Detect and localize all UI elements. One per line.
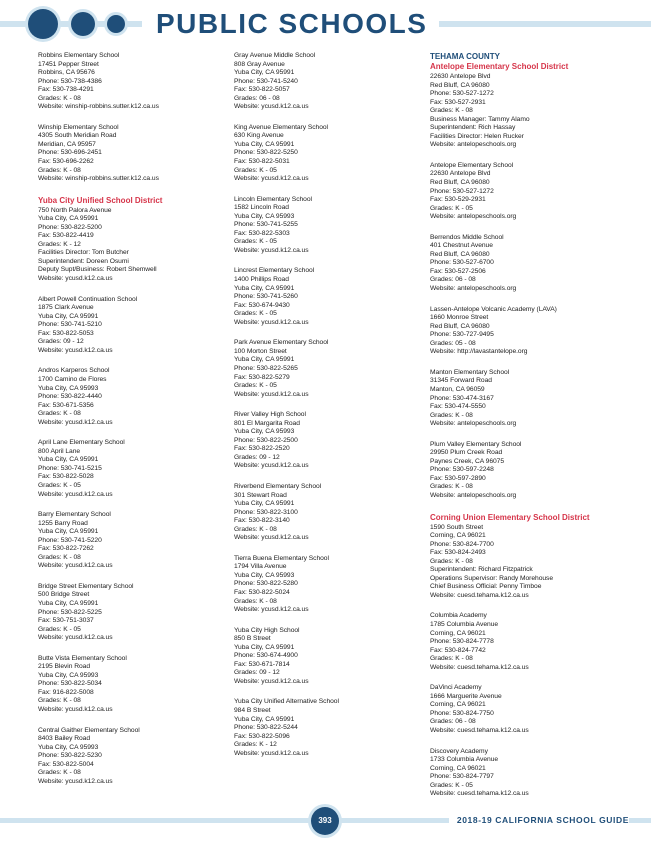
school-grades: Grades: 06 - 08 <box>430 718 476 726</box>
school-grades: Grades: K - 08 <box>234 525 277 533</box>
school-name: Lincrest Elementary School <box>234 267 315 275</box>
school-fax: Fax: 530-597-2890 <box>430 474 486 482</box>
school-address: 984 B Street <box>234 707 271 714</box>
district-fax: Fax: 530-824-2493 <box>430 549 486 557</box>
school-address: 1875 Clark Avenue <box>38 304 94 312</box>
header-dot-large <box>28 9 58 39</box>
school-website: Website: ycusd.k12.ca.us <box>38 634 113 642</box>
school-fax: Fax: 530-822-5031 <box>234 158 290 166</box>
district-grades: Grades: K - 12 <box>38 240 81 248</box>
district-website: Website: cuesd.tehama.k12.ca.us <box>430 591 529 599</box>
school-address: 1666 Marguerite Avenue <box>430 692 502 700</box>
district-address: 1590 South Street <box>430 523 484 531</box>
school-grades: Grades: K - 05 <box>234 238 277 246</box>
school-website: Website: ycusd.k12.ca.us <box>234 606 309 614</box>
district-address: 750 North Palora Avenue <box>38 206 112 214</box>
school-phone: Phone: 530-696-2451 <box>38 149 102 157</box>
school-city: Yuba City, CA 95993 <box>38 743 99 751</box>
school-address: 2195 Blevin Road <box>38 663 90 671</box>
school-address: 850 B Street <box>234 635 271 643</box>
school-phone: Phone: 530-727-9495 <box>430 331 494 339</box>
school-city: Yuba City, CA 95991 <box>234 500 295 508</box>
district-phone: Phone: 530-527-1272 <box>430 90 494 98</box>
page-number: 393 <box>311 807 339 835</box>
school-website: Website: ycusd.k12.ca.us <box>234 462 309 470</box>
school-entry <box>38 727 223 787</box>
school-phone: Phone: 530-741-5215 <box>38 464 102 472</box>
school-city: Red Bluff, CA 96080 <box>430 179 490 187</box>
school-grades: Grades: K - 05 <box>234 166 277 174</box>
school-address: 808 Gray Avenue <box>234 60 285 68</box>
district-phone: Phone: 530-822-5200 <box>38 223 102 231</box>
school-city: Yuba City, CA 95991 <box>38 456 99 464</box>
school-grades: Grades: K - 05 <box>38 625 81 633</box>
school-city: Corning, CA 96021 <box>430 764 486 772</box>
district-grades: Grades: K - 08 <box>430 557 473 565</box>
school-website: Website: winship-robbins.sutter.k12.ca.us <box>38 103 159 111</box>
school-website: Website: cuesd.tehama.k12.ca.us <box>430 790 529 798</box>
school-fax: Fax: 530-822-5053 <box>38 329 94 337</box>
school-entry <box>234 267 419 327</box>
school-website: Website: http://lavastantelope.org <box>430 348 528 356</box>
school-city: Yuba City, CA 95991 <box>38 312 99 320</box>
school-city: Paynes Creek, CA 96075 <box>430 457 504 465</box>
district-city: Corning, CA 96021 <box>430 532 486 540</box>
school-fax: Fax: 530-671-5356 <box>38 401 94 409</box>
school-phone: Phone: 530-822-5225 <box>38 608 102 616</box>
school-entry <box>430 369 615 429</box>
school-entry <box>38 583 223 643</box>
school-fax: Fax: 530-671-7814 <box>234 660 290 668</box>
school-fax: Fax: 530-674-9430 <box>234 301 290 309</box>
school-website: Website: ycusd.k12.ca.us <box>38 490 113 498</box>
school-name: DaVinci Academy <box>430 684 482 692</box>
school-name: Central Gaither Elementary School <box>38 726 140 734</box>
school-address: 401 Chestnut Avenue <box>430 242 493 250</box>
school-entry <box>430 162 615 222</box>
school-grades: Grades: K - 12 <box>234 741 277 749</box>
school-grades: Grades: K - 08 <box>234 597 277 605</box>
school-name: Andros Karperos School <box>38 367 110 375</box>
school-fax: Fax: 530-822-5028 <box>38 473 94 481</box>
school-grades: Grades: K - 08 <box>430 655 473 663</box>
school-fax: Fax: 530-822-5279 <box>234 373 290 381</box>
school-address: 29950 Plum Creek Road <box>430 449 503 457</box>
school-phone: Phone: 530-822-5244 <box>234 724 298 732</box>
school-grades: Grades: 05 - 08 <box>430 339 476 347</box>
school-address: 1785 Columbia Avenue <box>430 620 499 628</box>
school-name: Albert Powell Continuation School <box>38 295 138 303</box>
school-fax: Fax: 530-822-5096 <box>234 732 290 740</box>
page-title: PUBLIC SCHOOLS <box>142 7 439 41</box>
school-city: Yuba City, CA 95991 <box>234 140 295 148</box>
header-dot-medium <box>71 12 95 36</box>
district-name: Antelope Elementary School District <box>430 62 569 71</box>
school-city: Yuba City, CA 95993 <box>38 671 99 679</box>
school-phone: Phone: 530-527-6700 <box>430 259 494 267</box>
school-entry <box>430 234 615 294</box>
school-entry <box>234 411 419 471</box>
school-website: Website: ycusd.k12.ca.us <box>234 534 309 542</box>
school-phone: Phone: 530-741-5240 <box>234 77 298 85</box>
school-name: Yuba City Unified Alternative School <box>234 698 339 706</box>
school-city: Yuba City, CA 95991 <box>234 356 295 364</box>
school-phone: Phone: 530-741-5220 <box>38 536 102 544</box>
school-entry <box>430 748 615 799</box>
header-dot-small <box>107 15 125 33</box>
school-fax: Fax: 530-822-5024 <box>234 588 290 596</box>
school-website: Website: cuesd.tehama.k12.ca.us <box>430 663 529 671</box>
school-grades: Grades: K - 05 <box>234 310 277 318</box>
school-address: 31345 Forward Road <box>430 377 492 385</box>
school-phone: Phone: 530-822-5250 <box>234 149 298 157</box>
school-fax: Fax: 530-822-5004 <box>38 760 94 768</box>
school-fax: Fax: 530-529-2931 <box>430 196 486 204</box>
school-address: 17451 Pepper Street <box>38 60 99 68</box>
school-city: Corning, CA 96021 <box>430 701 486 709</box>
school-name: Manton Elementary School <box>430 368 510 376</box>
school-website: Website: ycusd.k12.ca.us <box>234 246 309 254</box>
school-phone: Phone: 530-674-4900 <box>234 652 298 660</box>
school-city: Yuba City, CA 95993 <box>234 212 295 220</box>
school-fax: Fax: 530-527-2506 <box>430 267 486 275</box>
school-city: Yuba City, CA 95993 <box>234 428 295 436</box>
school-grades: Grades: 06 - 08 <box>430 276 476 284</box>
school-entry <box>38 511 223 571</box>
school-address: 1400 Phillips Road <box>234 276 289 284</box>
school-grades: Grades: 09 - 12 <box>234 669 280 677</box>
school-city: Yuba City, CA 95991 <box>234 715 295 723</box>
school-fax: Fax: 916-822-5008 <box>38 688 94 696</box>
column-2 <box>234 52 419 770</box>
school-grades: Grades: K - 08 <box>38 769 81 777</box>
school-address: 500 Bridge Street <box>38 591 90 599</box>
school-name: Gray Avenue Middle School <box>234 52 316 59</box>
school-entry <box>38 296 223 356</box>
school-website: Website: ycusd.k12.ca.us <box>38 777 113 785</box>
school-website: Website: ycusd.k12.ca.us <box>234 318 309 326</box>
school-grades: Grades: K - 05 <box>430 781 473 789</box>
district-business-manager: Business Manager: Tammy Alamo <box>430 115 530 123</box>
school-city: Yuba City, CA 95991 <box>234 69 295 77</box>
school-website: Website: ycusd.k12.ca.us <box>234 677 309 685</box>
school-phone: Phone: 530-822-4440 <box>38 393 102 401</box>
school-phone: Phone: 530-822-5265 <box>234 364 298 372</box>
school-city: Yuba City, CA 95991 <box>234 284 295 292</box>
school-city: Meridian, CA 95957 <box>38 140 96 148</box>
school-address: 1733 Columbia Avenue <box>430 756 499 764</box>
school-address: 1700 Camino de Flores <box>38 375 107 383</box>
school-grades: Grades: K - 05 <box>234 382 277 390</box>
school-grades: Grades: K - 05 <box>38 481 81 489</box>
school-name: Winship Elementary School <box>38 123 119 131</box>
school-entry <box>234 52 419 112</box>
school-address: 4305 South Meridian Road <box>38 132 117 140</box>
school-grades: Grades: K - 08 <box>38 410 81 418</box>
school-phone: Phone: 530-597-2248 <box>430 466 494 474</box>
district-fax: Fax: 530-822-4419 <box>38 232 94 240</box>
school-name: Antelope Elementary School <box>430 161 514 169</box>
school-entry <box>234 555 419 615</box>
school-grades: Grades: K - 08 <box>38 166 81 174</box>
school-fax: Fax: 530-696-2262 <box>38 158 94 166</box>
school-entry <box>234 627 419 687</box>
school-address: 1794 Villa Avenue <box>234 563 287 571</box>
school-name: Columbia Academy <box>430 612 487 620</box>
school-phone: Phone: 530-822-2500 <box>234 436 298 444</box>
school-name: Butte Vista Elementary School <box>38 654 127 662</box>
district-operations-supervisor: Operations Supervisor: Randy Morehouse <box>430 574 553 582</box>
district-superintendent: Superintendent: Richard Fitzpatrick <box>430 566 533 574</box>
school-address: 301 Stewart Road <box>234 491 287 499</box>
school-entry <box>38 655 223 715</box>
school-grades: Grades: K - 08 <box>38 697 81 705</box>
school-entry <box>38 367 223 427</box>
school-fax: Fax: 530-822-5057 <box>234 86 290 94</box>
school-fax: Fax: 530-824-7742 <box>430 646 486 654</box>
district-name: Yuba City Unified School District <box>38 195 163 205</box>
school-entry <box>430 612 615 672</box>
school-phone: Phone: 530-527-1272 <box>430 187 494 195</box>
school-address: 100 Morton Street <box>234 347 287 355</box>
district-city: Yuba City, CA 95991 <box>38 215 99 223</box>
district-address: 22630 Antelope Blvd <box>430 73 491 80</box>
school-city: Yuba City, CA 95993 <box>234 571 295 579</box>
footer-guide-title: 2018-19 CALIFORNIA SCHOOL GUIDE <box>449 815 629 826</box>
school-website: Website: winship-robbins.sutter.k12.ca.us <box>38 175 159 183</box>
school-address: 8403 Bailey Road <box>38 735 90 743</box>
school-fax: Fax: 530-474-5550 <box>430 403 486 411</box>
district-name: Corning Union Elementary School District <box>430 512 590 522</box>
school-name: Tierra Buena Elementary School <box>234 554 329 562</box>
school-website: Website: ycusd.k12.ca.us <box>234 390 309 398</box>
school-phone: Phone: 530-822-5230 <box>38 752 102 760</box>
school-name: Yuba City High School <box>234 626 300 634</box>
header-dots-decoration <box>28 9 138 39</box>
school-phone: Phone: 530-741-5260 <box>234 293 298 301</box>
school-entry <box>430 306 615 357</box>
school-grades: Grades: K - 08 <box>38 553 81 561</box>
district-deputy: Deputy Supt/Business: Robert Shemwell <box>38 266 157 274</box>
school-grades: Grades: 06 - 08 <box>234 94 280 102</box>
school-name: Park Avenue Elementary School <box>234 339 329 347</box>
school-name: King Avenue Elementary School <box>234 123 328 131</box>
district-fax: Fax: 530-527-2931 <box>430 98 486 106</box>
school-grades: Grades: K - 08 <box>430 483 473 491</box>
district-superintendent: Superintendent: Doreen Osumi <box>38 257 129 265</box>
school-phone: Phone: 530-474-3167 <box>430 394 494 402</box>
district-chief-business-official: Chief Business Official: Penny Timboe <box>430 583 542 591</box>
school-grades: Grades: K - 08 <box>38 94 81 102</box>
school-fax: Fax: 530-751-3037 <box>38 617 94 625</box>
school-website: Website: antelopeschools.org <box>430 420 517 428</box>
school-phone: Phone: 530-822-3100 <box>234 508 298 516</box>
district-phone: Phone: 530-824-7700 <box>430 540 494 548</box>
column-1 <box>38 52 223 798</box>
district-facilities-director: Facilities Director: Tom Butcher <box>38 249 129 257</box>
school-entry <box>234 339 419 399</box>
school-city: Red Bluff, CA 96080 <box>430 250 490 258</box>
school-entry <box>234 196 419 256</box>
school-name: Lincoln Elementary School <box>234 195 312 203</box>
school-name: Robbins Elementary School <box>38 52 120 59</box>
school-grades: Grades: K - 08 <box>430 411 473 419</box>
school-entry <box>38 52 223 112</box>
school-website: Website: antelopeschools.org <box>430 491 517 499</box>
school-city: Robbins, CA 95676 <box>38 69 95 77</box>
school-entry <box>430 684 615 735</box>
district-city: Red Bluff, CA 96080 <box>430 81 490 89</box>
school-address: 801 El Margarita Road <box>234 419 300 427</box>
school-name: Berrendos Middle School <box>430 233 504 241</box>
school-name: Plum Valley Elementary School <box>430 440 522 448</box>
district-facilities-director: Facilities Director: Helen Rucker <box>430 132 524 140</box>
school-address: 800 April Lane <box>38 447 81 455</box>
school-city: Yuba City, CA 95991 <box>38 599 99 607</box>
school-fax: Fax: 530-822-3140 <box>234 517 290 525</box>
district-entry <box>430 52 615 150</box>
district-grades: Grades: K - 08 <box>430 107 473 115</box>
school-phone: Phone: 530-824-7750 <box>430 709 494 717</box>
school-name: April Lane Elementary School <box>38 439 125 447</box>
district-superintendent: Superintendent: Rich Hassay <box>430 124 516 132</box>
school-phone: Phone: 530-738-4386 <box>38 77 102 85</box>
school-website: Website: antelopeschools.org <box>430 285 517 293</box>
district-entry <box>38 196 223 284</box>
school-website: Website: ycusd.k12.ca.us <box>38 418 113 426</box>
school-entry <box>38 439 223 499</box>
school-website: Website: antelopeschools.org <box>430 213 517 221</box>
school-grades: Grades: 09 - 12 <box>38 338 84 346</box>
school-fax: Fax: 530-822-7262 <box>38 545 94 553</box>
school-address: 22630 Antelope Blvd <box>430 170 491 178</box>
school-entry <box>234 483 419 543</box>
school-name: River Valley High School <box>234 411 306 419</box>
school-fax: Fax: 530-822-2520 <box>234 445 290 453</box>
school-name: Riverbend Elementary School <box>234 482 322 490</box>
school-address: 630 King Avenue <box>234 132 284 140</box>
school-city: Manton, CA 96059 <box>430 385 485 393</box>
school-address: 1582 Lincoln Road <box>234 204 289 212</box>
school-website: Website: cuesd.tehama.k12.ca.us <box>430 727 529 734</box>
district-website: Website: ycusd.k12.ca.us <box>38 275 113 283</box>
school-city: Yuba City, CA 95991 <box>234 643 295 651</box>
district-entry <box>430 513 615 601</box>
school-phone: Phone: 530-822-5280 <box>234 580 298 588</box>
school-name: Lassen-Antelope Volcanic Academy (LAVA) <box>430 305 557 313</box>
school-entry <box>430 441 615 501</box>
school-website: Website: ycusd.k12.ca.us <box>234 175 309 183</box>
school-entry <box>234 124 419 184</box>
school-grades: Grades: 09 - 12 <box>234 453 280 461</box>
school-entry <box>38 124 223 184</box>
school-name: Discovery Academy <box>430 747 488 755</box>
school-website: Website: ycusd.k12.ca.us <box>38 562 113 570</box>
school-website: Website: ycusd.k12.ca.us <box>38 706 113 713</box>
school-entry <box>234 698 419 758</box>
school-city: Red Bluff, CA 96080 <box>430 322 490 330</box>
column-3 <box>430 52 615 811</box>
school-phone: Phone: 530-741-5255 <box>234 221 298 229</box>
school-name: Bridge Street Elementary School <box>38 582 134 590</box>
school-city: Yuba City, CA 95993 <box>38 384 99 392</box>
school-address: 1255 Barry Road <box>38 519 88 527</box>
school-phone: Phone: 530-824-7797 <box>430 773 494 781</box>
school-website: Website: ycusd.k12.ca.us <box>38 346 113 354</box>
school-city: Corning, CA 96021 <box>430 629 486 637</box>
school-name: Barry Elementary School <box>38 511 111 519</box>
school-grades: Grades: K - 05 <box>430 204 473 212</box>
school-website: Website: ycusd.k12.ca.us <box>234 103 309 111</box>
school-fax: Fax: 530-822-5303 <box>234 229 290 237</box>
county-heading: TEHAMA COUNTY <box>430 52 500 61</box>
school-phone: Phone: 530-824-7778 <box>430 638 494 646</box>
school-fax: Fax: 530-738-4291 <box>38 86 94 94</box>
school-city: Yuba City, CA 95991 <box>38 528 99 536</box>
school-address: 1660 Monroe Street <box>430 314 489 322</box>
school-phone: Phone: 530-822-5034 <box>38 680 102 688</box>
school-phone: Phone: 530-741-5210 <box>38 321 102 329</box>
district-website: Website: antelopeschools.org <box>430 141 517 149</box>
school-website: Website: ycusd.k12.ca.us <box>234 749 309 757</box>
